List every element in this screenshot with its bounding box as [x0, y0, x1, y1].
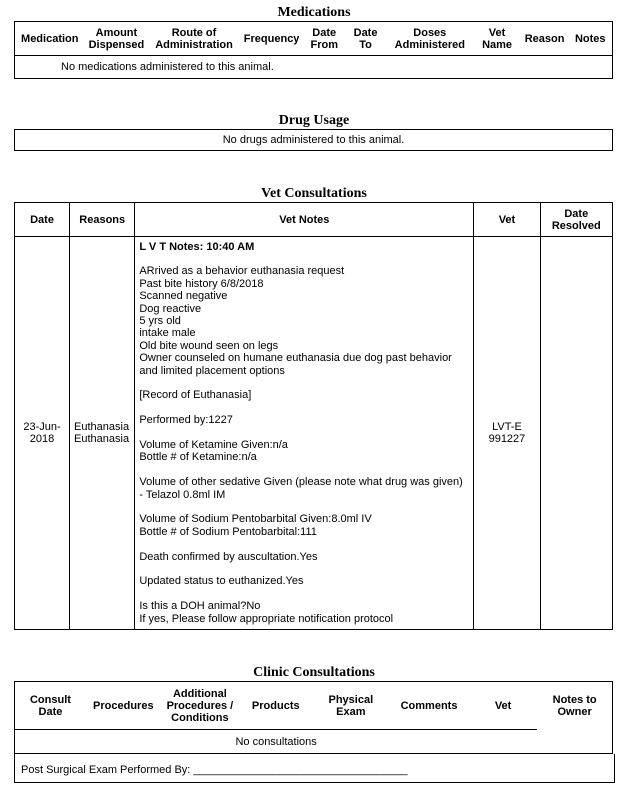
post-surgical-exam-label: Post Surgical Exam Performed By: ___________________________________ [21, 764, 408, 776]
col-route-of-administration: Route of Administration [148, 22, 239, 56]
col-reason: Reason [521, 22, 569, 56]
vet-consultations-table [14, 202, 613, 630]
col-consult-date: Consult Date [15, 682, 86, 730]
col-date-resolved: Date Resolved [540, 203, 612, 237]
col-physical-exam: Physical Exam [312, 682, 389, 730]
col-reasons: Reasons [70, 203, 135, 237]
note-line: 5 yrs old [139, 315, 181, 328]
col-vet-name: Vet Name [473, 22, 520, 56]
clinic-consultations-table [14, 681, 613, 754]
medications-header-row [15, 22, 613, 56]
consult-vet-cell [474, 237, 540, 630]
col-vet: Vet [469, 682, 537, 730]
note-line: and limited placement options [139, 364, 285, 377]
note-line: Scanned negative [139, 290, 228, 303]
note-line: Dog reactive [139, 302, 202, 315]
medications-empty-row [15, 56, 613, 79]
post-surgical-exam-row [14, 754, 615, 783]
note-line: Volume of Ketamine Given:n/a [139, 439, 288, 452]
clinic-consultations-header-row [15, 682, 613, 730]
note-line: Performed by:1227 [139, 414, 233, 427]
note-line: Is this a DOH animal?No [139, 600, 261, 613]
col-notes-to-owner: Notes to Owner [552, 693, 597, 718]
consult-reason: Euthanasia [74, 421, 130, 433]
col-amount-dispensed: Amount Dispensed [85, 22, 149, 56]
vet-consultations-header-row [15, 203, 613, 237]
note-line: - Telazol 0.8ml IM [139, 488, 226, 501]
vet-notes-cell [135, 237, 474, 630]
drug-usage-title: Drug Usage [278, 113, 350, 128]
consult-reasons-cell [70, 237, 135, 630]
note-line: Past bite history 6/8/2018 [139, 277, 264, 290]
note-line: If yes, Please follow appropriate notification protocol [139, 612, 394, 625]
col-additional-procedures: Additional Procedures / Conditions [161, 682, 239, 730]
consult-reason: Euthanasia [74, 433, 130, 445]
medications-table [14, 21, 613, 79]
col-doses-administered: Doses Administered [386, 22, 473, 56]
vet-consultation-row [15, 237, 613, 630]
note-line: Bottle # of Sodium Pentobarbital:111 [139, 525, 317, 538]
notes-header: L V T Notes: 10:40 AM [139, 241, 255, 253]
col-date: Date [15, 203, 70, 237]
col-notes: Notes [568, 22, 612, 56]
clinic-consultations-empty-row [15, 730, 613, 754]
col-date-from: Date From [304, 22, 345, 56]
note-line: Volume of Sodium Pentobarbital Given:8.0ml IV [139, 513, 372, 526]
consult-vet-id: 991227 [488, 433, 526, 445]
consult-date-resolved-cell [540, 237, 612, 630]
note-line: [Record of Euthanasia] [139, 389, 252, 402]
note-line: intake male [139, 327, 196, 340]
clinic-consultations-empty-message: No consultations [235, 735, 317, 748]
clinic-consultations-title: Clinic Consultations [253, 665, 375, 680]
note-line: Updated status to euthanized.Yes [139, 575, 304, 588]
note-line: Old bite wound seen on legs [139, 339, 279, 352]
medications-empty-message: No medications administered to this animal. [61, 61, 274, 73]
col-products: Products [239, 682, 312, 730]
col-procedures: Procedures [86, 682, 161, 730]
consult-vet-code: LVT-E [492, 421, 522, 433]
consult-date-line: 23-Jun- [23, 421, 61, 433]
drug-usage-empty-row [15, 130, 613, 151]
note-line: Bottle # of Ketamine:n/a [139, 451, 257, 464]
col-date-to: Date To [345, 22, 386, 56]
vet-consultations-title: Vet Consultations [261, 186, 367, 201]
consult-date-cell [15, 237, 70, 630]
drug-usage-table [14, 129, 613, 151]
note-line: Death confirmed by auscultation.Yes [139, 550, 318, 563]
medications-title: Medications [277, 5, 351, 20]
drug-usage-empty-message: No drugs administered to this animal. [222, 134, 405, 146]
consult-date-year: 2018 [29, 433, 55, 445]
col-frequency: Frequency [240, 22, 304, 56]
note-line: Volume of other sedative Given (please note what drug was given) [139, 476, 463, 489]
note-line: Owner counseled on humane euthanasia due dog past behavior [139, 352, 452, 365]
note-line: ARrived as a behavior euthanasia request [139, 265, 345, 278]
col-vet-notes: Vet Notes [135, 203, 474, 237]
col-comments: Comments [389, 682, 469, 730]
col-medication: Medication [15, 22, 85, 56]
col-vet: Vet [474, 203, 540, 237]
